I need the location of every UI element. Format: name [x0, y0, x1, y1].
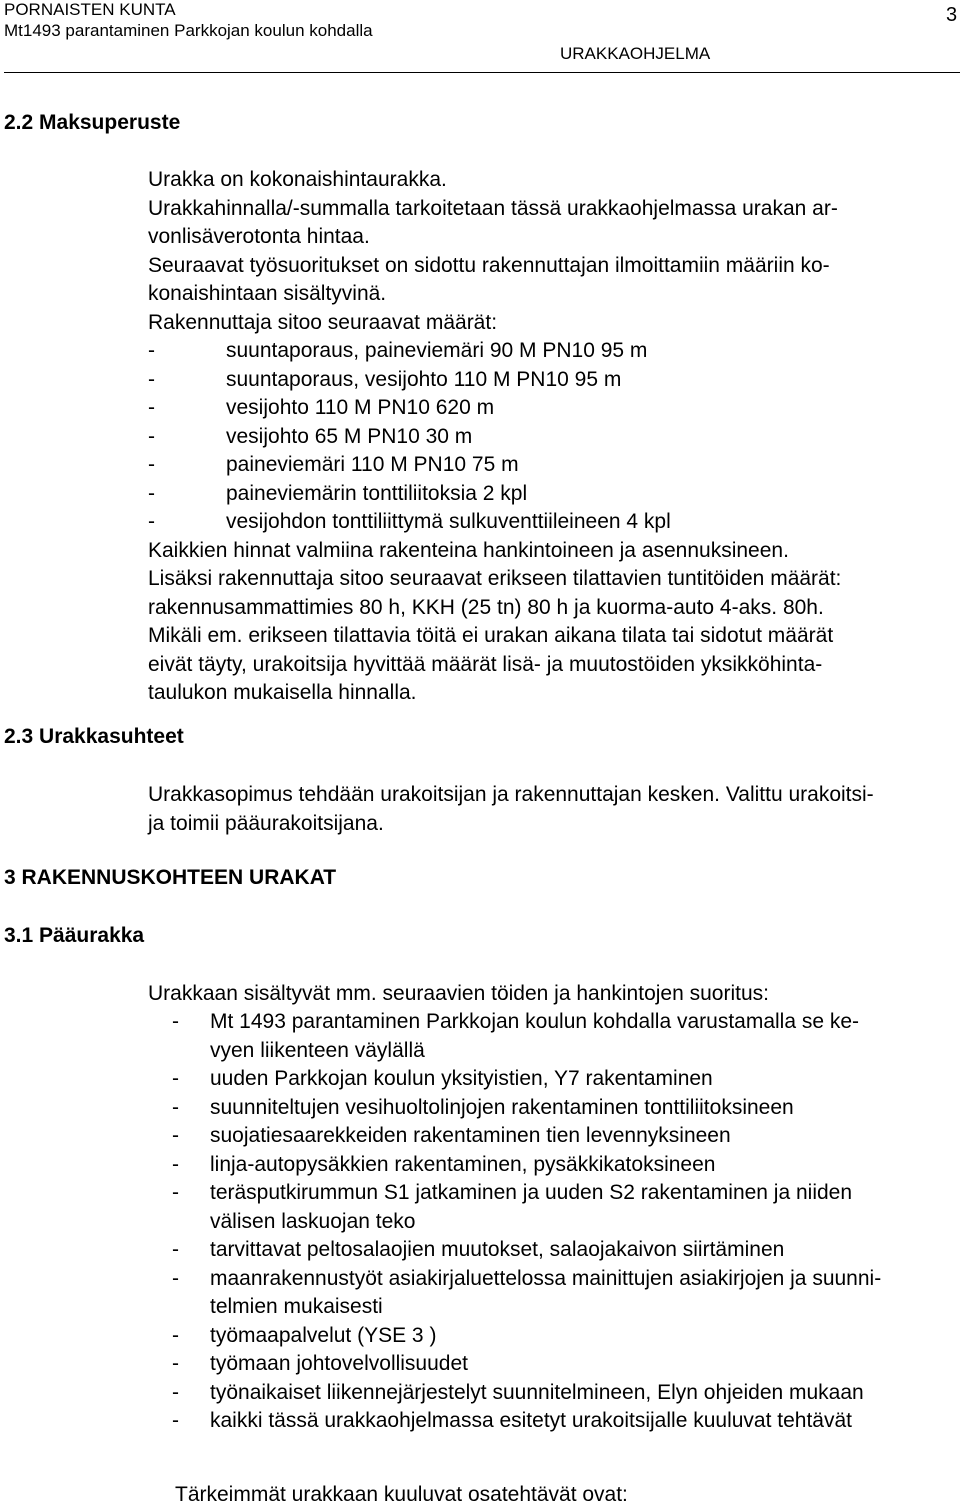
list-item: - tarvittavat peltosalaojien muutokset, salaojakaivon siirtäminen — [172, 1236, 960, 1265]
section-2-2-body — [148, 166, 960, 708]
list-item: - työmaapalvelut (YSE 3 ) — [172, 1322, 960, 1351]
project-name: Mt1493 parantaminen Parkkojan koulun kohdalla — [4, 21, 373, 40]
heading-2-3: 2.3 Urakkasuhteet — [4, 725, 184, 748]
list-dash: - — [172, 1095, 179, 1119]
paragraph-line: Urakka on kokonaishintaurakka. — [148, 168, 447, 191]
list-dash: - — [172, 1067, 179, 1090]
heading-3-1: 3.1 Pääurakka — [4, 924, 145, 947]
paragraph-line: Urakkasopimus tehdään urakoitsijan ja rakennuttajan kesken. Valittu urakoitsi- — [148, 783, 874, 806]
list-dash: - — [172, 1124, 179, 1147]
paragraph-line: rakennusammattimies 80 h, KKH (25 tn) 80 h ja kuorma-auto 4-aks. 80h. — [148, 595, 824, 619]
organization-name: PORNAISTEN KUNTA — [4, 0, 176, 19]
list-dash: - — [172, 1352, 179, 1375]
section-3-1-intro — [148, 980, 960, 1009]
header-divider — [4, 72, 960, 73]
quantity-item: - vesijohto 110 M PN10 620 m — [148, 394, 960, 423]
list-dash: - — [172, 1380, 179, 1404]
subtasks-intro: Tärkeimmät urakkaan kuuluvat osatehtävät ovat: — [175, 1483, 628, 1506]
paragraph-line: Urakkaan sisältyvät mm. seuraavien töiden ja hankintojen suoritus: — [148, 982, 769, 1005]
list-dash: - — [172, 1409, 179, 1432]
list-item: - työnaikaiset liikennejärjestelyt suunnitelmineen, Elyn ohjeiden mukaan — [172, 1379, 960, 1408]
quantity-item: - paineviemärin tonttiliitoksia 2 kpl — [148, 480, 960, 509]
page-number: 3 — [946, 4, 958, 26]
list-dash: - — [148, 396, 155, 419]
list-dash: - — [148, 424, 155, 448]
list-dash: - — [172, 1238, 179, 1261]
paragraph-line: vonlisäverotonta hintaa. — [148, 225, 370, 248]
list-item: - suunniteltujen vesihuoltolinjojen rakentaminen tonttiliitoksineen — [172, 1094, 960, 1123]
list-dash: - — [172, 1010, 179, 1033]
paragraph-line: taulukon mukaisella hinnalla. — [148, 681, 417, 704]
list-item: - Mt 1493 parantaminen Parkkojan koulun kohdalla varustamalla se ke- vyen liikenteen väylällä — [172, 1010, 860, 1062]
paragraph-line: Mikäli em. erikseen tilattavia töitä ei urakan aikana tilata tai sidotut määrät — [148, 624, 834, 647]
list-dash: - — [172, 1152, 179, 1176]
list-dash: - — [172, 1323, 179, 1347]
list-item: - teräsputkirummun S1 jatkaminen ja uuden S2 rakentaminen ja niiden välisen laskuojan teko — [172, 1181, 853, 1233]
paragraph-line: Seuraavat työsuoritukset on sidottu rakennuttajan ilmoittamiin määriin ko- — [148, 253, 830, 277]
paragraph-line: konaishintaan sisältyvinä. — [148, 282, 387, 305]
list-item: - suojatiesaarekkeiden rakentaminen tien levennyksineen — [172, 1122, 960, 1151]
heading-2-2: 2.2 Maksuperuste — [4, 111, 181, 134]
page-header — [0, 0, 960, 63]
list-item: - uuden Parkkojan koulun yksityistien, Y7 rakentaminen — [172, 1065, 960, 1094]
list-item: - kaikki tässä urakkaohjelmassa esitetyt urakoitsijalle kuuluvat tehtävät — [172, 1407, 960, 1436]
quantity-item: - vesijohto 65 M PN10 30 m — [148, 423, 960, 452]
list-dash: - — [148, 453, 155, 476]
list-dash: - — [148, 339, 155, 362]
list-dash: - — [148, 367, 155, 391]
list-item: - työmaan johtovelvollisuudet — [172, 1350, 960, 1379]
list-item: - maanrakennustyöt asiakirjaluettelossa mainittujen asiakirjojen ja suunni- telmien mukaisesti — [172, 1266, 882, 1318]
heading-3: 3 RAKENNUSKOHTEEN URAKAT — [4, 866, 337, 889]
list-dash: - — [148, 510, 155, 533]
list-item: - linja-autopysäkkien rakentaminen, pysäkkikatoksineen — [172, 1151, 960, 1180]
list-dash: - — [172, 1266, 179, 1290]
quantity-item: - vesijohdon tonttiliittymä sulkuventtiileineen 4 kpl — [148, 508, 960, 537]
list-dash: - — [172, 1181, 179, 1204]
work-items-list — [172, 1008, 960, 1436]
paragraph-line: ja toimii pääurakoitsijana. — [148, 811, 384, 835]
quantity-item: - suuntaporaus, paineviemäri 90 M PN10 95 m — [148, 337, 960, 366]
paragraph-line: Lisäksi rakennuttaja sitoo seuraavat erikseen tilattavien tuntitöiden määrät: — [148, 567, 842, 590]
list-dash: - — [148, 481, 155, 505]
paragraph-line: eivät täyty, urakoitsija hyvittää määrät lisä- ja muutostöiden yksikköhinta- — [148, 652, 823, 676]
section-2-3-body — [148, 781, 960, 838]
quantity-item: - suuntaporaus, vesijohto 110 M PN10 95 m — [148, 366, 960, 395]
paragraph-line: Urakkahinnalla/-summalla tarkoitetaan tässä urakkaohjelmassa urakan ar- — [148, 196, 838, 220]
paragraph-line: Rakennuttaja sitoo seuraavat määrät: — [148, 310, 498, 334]
paragraph-line: Kaikkien hinnat valmiina rakenteina hankintoineen ja asennuksineen. — [148, 538, 789, 562]
document-type: URAKKAOHJELMA — [560, 44, 711, 63]
quantity-item: - paineviemäri 110 M PN10 75 m — [148, 451, 960, 480]
